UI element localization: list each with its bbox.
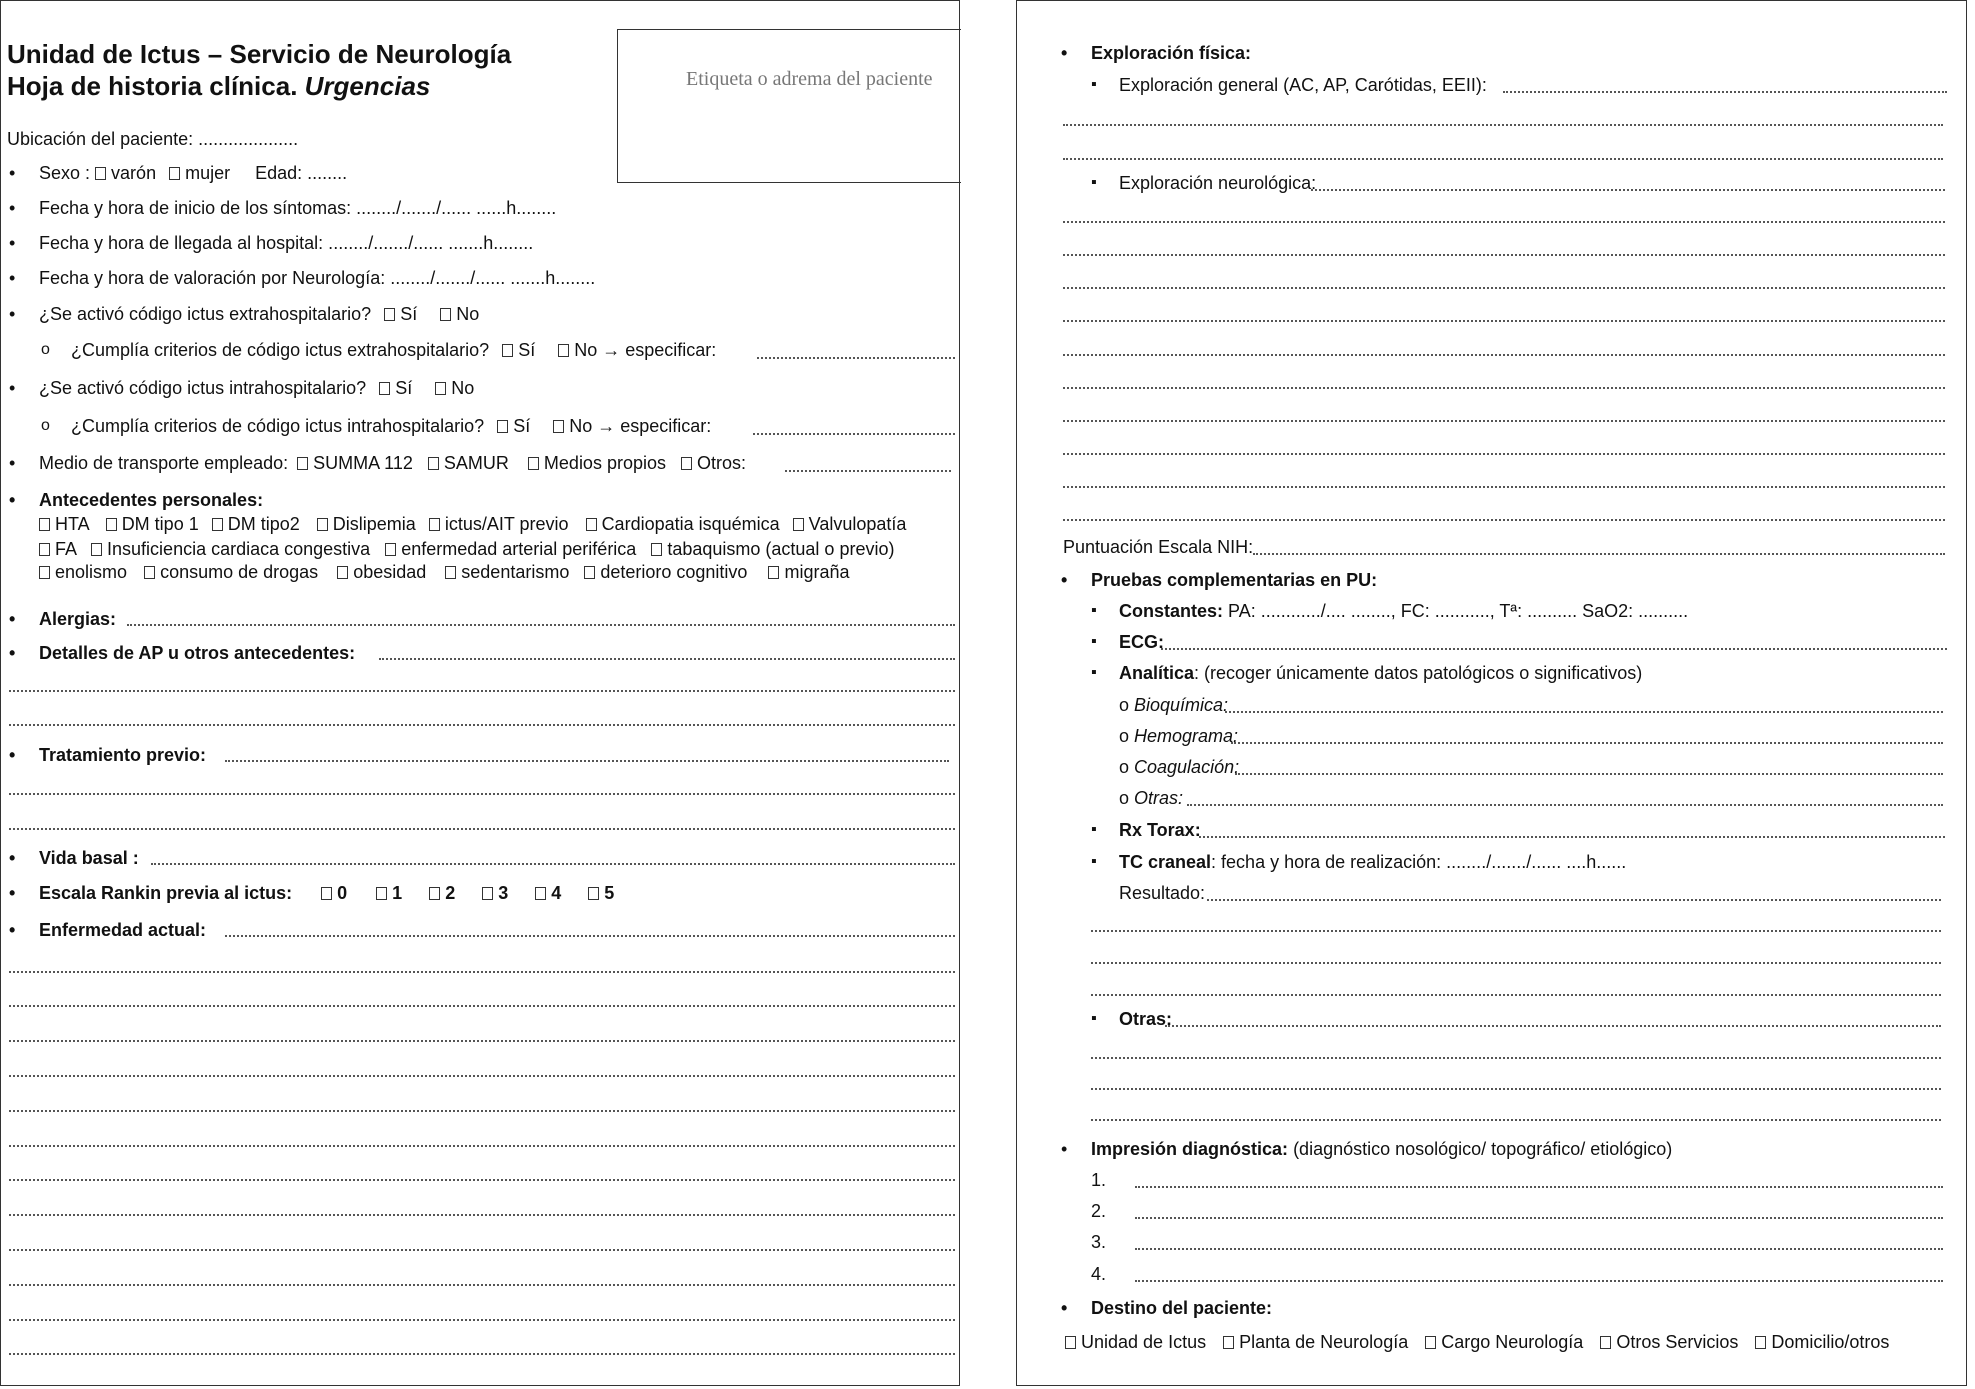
patient-label-text: Etiqueta o adrema del paciente <box>686 68 933 90</box>
hemograma-row: o Hemograma: <box>1119 726 1239 746</box>
checkbox-enolismo[interactable] <box>39 566 50 579</box>
exploracion-neuro-line[interactable] <box>1063 420 1945 422</box>
enfermedad-actual-line[interactable] <box>9 1040 955 1042</box>
checkbox-criterios-extra-si[interactable] <box>502 344 513 357</box>
vida-basal-line[interactable] <box>151 863 955 865</box>
bioquimica-line[interactable] <box>1225 711 1943 713</box>
codigo-intra-row: • ¿Se activó código ictus intrahospitalario? Sí No <box>39 377 474 399</box>
otras-line[interactable] <box>1091 1119 1941 1121</box>
nih-label: Puntuación Escala NIH: <box>1063 537 1254 557</box>
exploracion-general-line[interactable] <box>1063 124 1943 126</box>
tratamiento-line[interactable] <box>9 793 955 795</box>
enfermedad-actual-line[interactable] <box>9 1284 955 1286</box>
enfermedad-actual-line[interactable] <box>9 1353 955 1355</box>
checkbox-hta[interactable] <box>39 518 50 531</box>
resultado-label: Resultado: <box>1119 883 1206 903</box>
impresion-item: 1. <box>1091 1170 1107 1190</box>
criterios-intra-row: o ¿Cumplía criterios de código ictus intrahospitalario? Sí No → especificar: <box>71 415 711 437</box>
checkbox-varon[interactable] <box>95 167 106 180</box>
checkbox-cardiopatia[interactable] <box>586 518 597 531</box>
enfermedad-actual-line[interactable] <box>9 1145 955 1147</box>
detalles-ap-line[interactable] <box>9 724 955 726</box>
checkbox-mujer[interactable] <box>169 167 180 180</box>
enfermedad-actual-line[interactable] <box>9 1249 955 1251</box>
criterios-extra-row: o ¿Cumplía criterios de código ictus extrahospitalario? Sí No → especificar: <box>71 339 716 361</box>
checkbox-enf-arterial[interactable] <box>385 543 396 556</box>
checkbox-dm2[interactable] <box>212 518 223 531</box>
form-title-line2: Hoja de historia clínica. Urgencias <box>7 71 431 101</box>
alergias-label: • Alergias: <box>39 608 116 630</box>
antecedentes-heading: • Antecedentes personales: <box>39 489 263 511</box>
exploracion-neuro-line[interactable] <box>1063 519 1945 521</box>
fecha-llegada-field[interactable]: • Fecha y hora de llegada al hospital: ......../......./...... .......h........ <box>39 232 533 254</box>
transporte-otros-line[interactable] <box>785 470 951 472</box>
checkbox-insuf-cardiaca[interactable] <box>91 543 102 556</box>
exploracion-neuro-line[interactable] <box>1063 320 1945 322</box>
hemograma-line[interactable] <box>1231 742 1943 744</box>
nih-line[interactable] <box>1253 553 1945 555</box>
coagulacion-line[interactable] <box>1235 773 1943 775</box>
exploracion-general-line[interactable] <box>1503 91 1947 93</box>
checkbox-extra-si[interactable] <box>384 308 395 321</box>
enfermedad-actual-line[interactable] <box>9 971 955 973</box>
patient-label-box[interactable] <box>617 29 961 183</box>
impresion-row: • Impresión diagnóstica: (diagnóstico nosológico/ topográfico/ etiológico) <box>1091 1138 1672 1160</box>
destino-row: Unidad de Ictus Planta de Neurología Cargo Neurología Otros Servicios Domicilio/otros <box>1065 1331 1889 1353</box>
checkbox-samur[interactable] <box>428 457 439 470</box>
tratamiento-label: • Tratamiento previo: <box>39 744 206 766</box>
otras-analitica-line[interactable] <box>1187 804 1943 806</box>
checkbox-cargo-neuro[interactable] <box>1425 1336 1436 1349</box>
enfermedad-actual-line[interactable] <box>9 1110 955 1112</box>
checkbox-drogas[interactable] <box>144 566 155 579</box>
resultado-line[interactable] <box>1091 930 1941 932</box>
rankin-row: • Escala Rankin previa al ictus: 0 1 2 3 4 5 <box>39 882 614 904</box>
impresion-line-1[interactable] <box>1135 1186 1943 1188</box>
exploracion-neuro-line[interactable] <box>1063 287 1945 289</box>
exploracion-neuro-line[interactable] <box>1063 221 1945 223</box>
enfermedad-actual-line[interactable] <box>9 1075 955 1077</box>
enfermedad-actual-line[interactable] <box>9 1005 955 1007</box>
ecg-label: ▪ ECG: <box>1119 631 1164 653</box>
destino-heading: • Destino del paciente: <box>1091 1297 1272 1319</box>
enfermedad-actual-label: • Enfermedad actual: <box>39 919 206 941</box>
impresion-item: 4. <box>1091 1264 1107 1284</box>
exploracion-neuro-label: ▪ Exploración neurológica: <box>1119 172 1316 194</box>
antecedentes-row-2: FA Insuficiencia cardiaca congestiva enfermedad arterial periférica tabaquismo (actual o previo) <box>39 538 894 560</box>
form-page-1 <box>0 0 960 1386</box>
detalles-ap-line[interactable] <box>9 690 955 692</box>
checkbox-rankin-2[interactable] <box>429 887 440 900</box>
vida-basal-label: • Vida basal : <box>39 847 139 869</box>
tratamiento-line[interactable] <box>225 760 949 762</box>
checkbox-rankin-0[interactable] <box>321 887 332 900</box>
alergias-line[interactable] <box>127 624 955 626</box>
checkbox-extra-no[interactable] <box>440 308 451 321</box>
exploracion-neuro-line[interactable] <box>1063 354 1945 356</box>
checkbox-criterios-intra-si[interactable] <box>497 420 508 433</box>
sexo-row: • Sexo : varón mujer Edad: ........ <box>39 162 347 184</box>
impresion-line-3[interactable] <box>1135 1248 1943 1250</box>
checkbox-unidad-ictus[interactable] <box>1065 1336 1076 1349</box>
checkbox-valvulopatia[interactable] <box>793 518 804 531</box>
checkbox-rankin-1[interactable] <box>376 887 387 900</box>
form-page-2 <box>1016 0 1967 1386</box>
tratamiento-line[interactable] <box>9 828 955 830</box>
fecha-valoracion-field[interactable]: • Fecha y hora de valoración por Neurología: ......../......./...... .......h........ <box>39 267 595 289</box>
tc-row: ▪ TC craneal: fecha y hora de realización: ......../......./...... ....h...... <box>1119 851 1626 873</box>
otras-label: ▪ Otras: <box>1119 1008 1172 1030</box>
detalles-ap-label: • Detalles de AP u otros antecedentes: <box>39 642 355 664</box>
checkbox-domicilio[interactable] <box>1755 1336 1766 1349</box>
checkbox-dm1[interactable] <box>106 518 117 531</box>
resultado-line[interactable] <box>1091 962 1941 964</box>
especificar-extra-line[interactable] <box>757 357 955 359</box>
impresion-item: 2. <box>1091 1201 1107 1221</box>
checkbox-tabaquismo[interactable] <box>651 543 662 556</box>
exploracion-neuro-line[interactable] <box>1063 387 1945 389</box>
checkbox-medios-propios[interactable] <box>528 457 539 470</box>
pruebas-heading: • Pruebas complementarias en PU: <box>1091 569 1377 591</box>
otras-line[interactable] <box>1165 1025 1941 1027</box>
detalles-ap-line[interactable] <box>379 658 955 660</box>
analitica-row: ▪ Analítica: (recoger únicamente datos patológicos o significativos) <box>1119 662 1642 684</box>
enfermedad-actual-line[interactable] <box>9 1179 955 1181</box>
checkbox-deterioro[interactable] <box>584 566 595 579</box>
exploracion-neuro-line[interactable] <box>1311 189 1945 191</box>
exploracion-neuro-line[interactable] <box>1063 254 1945 256</box>
especificar-intra-line[interactable] <box>753 433 955 435</box>
coagulacion-row: o Coagulación: <box>1119 757 1240 777</box>
impresion-item: 3. <box>1091 1232 1107 1252</box>
exploracion-neuro-line[interactable] <box>1063 453 1945 455</box>
checkbox-obesidad[interactable] <box>337 566 348 579</box>
checkbox-summa[interactable] <box>297 457 308 470</box>
transporte-row: • Medio de transporte empleado: SUMMA 112 SAMUR Medios propios Otros: <box>39 452 746 474</box>
rx-label: ▪ Rx Torax: <box>1119 819 1201 841</box>
enfermedad-actual-line[interactable] <box>225 935 955 937</box>
checkbox-sedentarismo[interactable] <box>445 566 456 579</box>
exploracion-general-line[interactable] <box>1063 158 1943 160</box>
checkbox-fa[interactable] <box>39 543 50 556</box>
impresion-line-2[interactable] <box>1135 1217 1943 1219</box>
edad-field[interactable]: Edad: ........ <box>255 163 348 183</box>
tc-fecha-field[interactable]: : fecha y hora de realización: ......../......./...... ....h...... <box>1211 852 1627 872</box>
checkbox-criterios-intra-no[interactable] <box>553 420 564 433</box>
checkbox-rankin-3[interactable] <box>482 887 493 900</box>
checkbox-migrana[interactable] <box>768 566 779 579</box>
fecha-inicio-field[interactable]: • Fecha y hora de inicio de los síntomas: ......../......./...... ......h........ <box>39 197 556 219</box>
exploracion-fisica-heading: • Exploración física: <box>1091 42 1251 64</box>
otras-analitica-row: o Otras: <box>1119 788 1184 808</box>
bioquimica-row: o Bioquímica: <box>1119 695 1229 715</box>
resultado-line[interactable] <box>1207 899 1941 901</box>
checkbox-intra-si[interactable] <box>379 382 390 395</box>
checkbox-otros-transporte[interactable] <box>681 457 692 470</box>
impresion-line-4[interactable] <box>1135 1280 1943 1282</box>
enfermedad-actual-line[interactable] <box>9 1319 955 1321</box>
checkbox-rankin-5[interactable] <box>588 887 599 900</box>
form-title-line1: Unidad de Ictus – Servicio de Neurología <box>7 39 512 69</box>
antecedentes-row-1: HTA DM tipo 1 DM tipo2 Dislipemia ictus/AIT previo Cardiopatia isquémica Valvulopatía <box>39 513 906 535</box>
checkbox-ictus-ait[interactable] <box>429 518 440 531</box>
exploracion-neuro-line[interactable] <box>1063 486 1945 488</box>
antecedentes-row-3: enolismo consumo de drogas obesidad sedentarismo deterioro cognitivo migraña <box>39 561 850 583</box>
constantes-row: ▪ Constantes: PA: ............/.... ........, FC: ..........., Tª: .......... SaO2: .......... <box>1119 600 1688 622</box>
checkbox-rankin-4[interactable] <box>535 887 546 900</box>
checkbox-planta-neuro[interactable] <box>1223 1336 1234 1349</box>
checkbox-otros-servicios[interactable] <box>1600 1336 1611 1349</box>
constantes-fields[interactable]: PA: ............/.... ........, FC: ..........., Tª: .......... SaO2: .......... <box>1228 601 1689 621</box>
otras-line[interactable] <box>1091 1057 1941 1059</box>
checkbox-intra-no[interactable] <box>435 382 446 395</box>
rx-line[interactable] <box>1199 836 1945 838</box>
checkbox-dislipemia[interactable] <box>317 518 328 531</box>
checkbox-criterios-extra-no[interactable] <box>558 344 569 357</box>
exploracion-general-label: ▪ Exploración general (AC, AP, Carótidas, EEII): <box>1119 74 1487 96</box>
ecg-line[interactable] <box>1161 648 1947 650</box>
otras-line[interactable] <box>1091 1088 1941 1090</box>
resultado-line[interactable] <box>1091 994 1941 996</box>
codigo-extra-row: • ¿Se activó código ictus extrahospitalario? Sí No <box>39 303 479 325</box>
ubicacion-field[interactable]: Ubicación del paciente: .................... <box>7 129 299 149</box>
enfermedad-actual-line[interactable] <box>9 1214 955 1216</box>
